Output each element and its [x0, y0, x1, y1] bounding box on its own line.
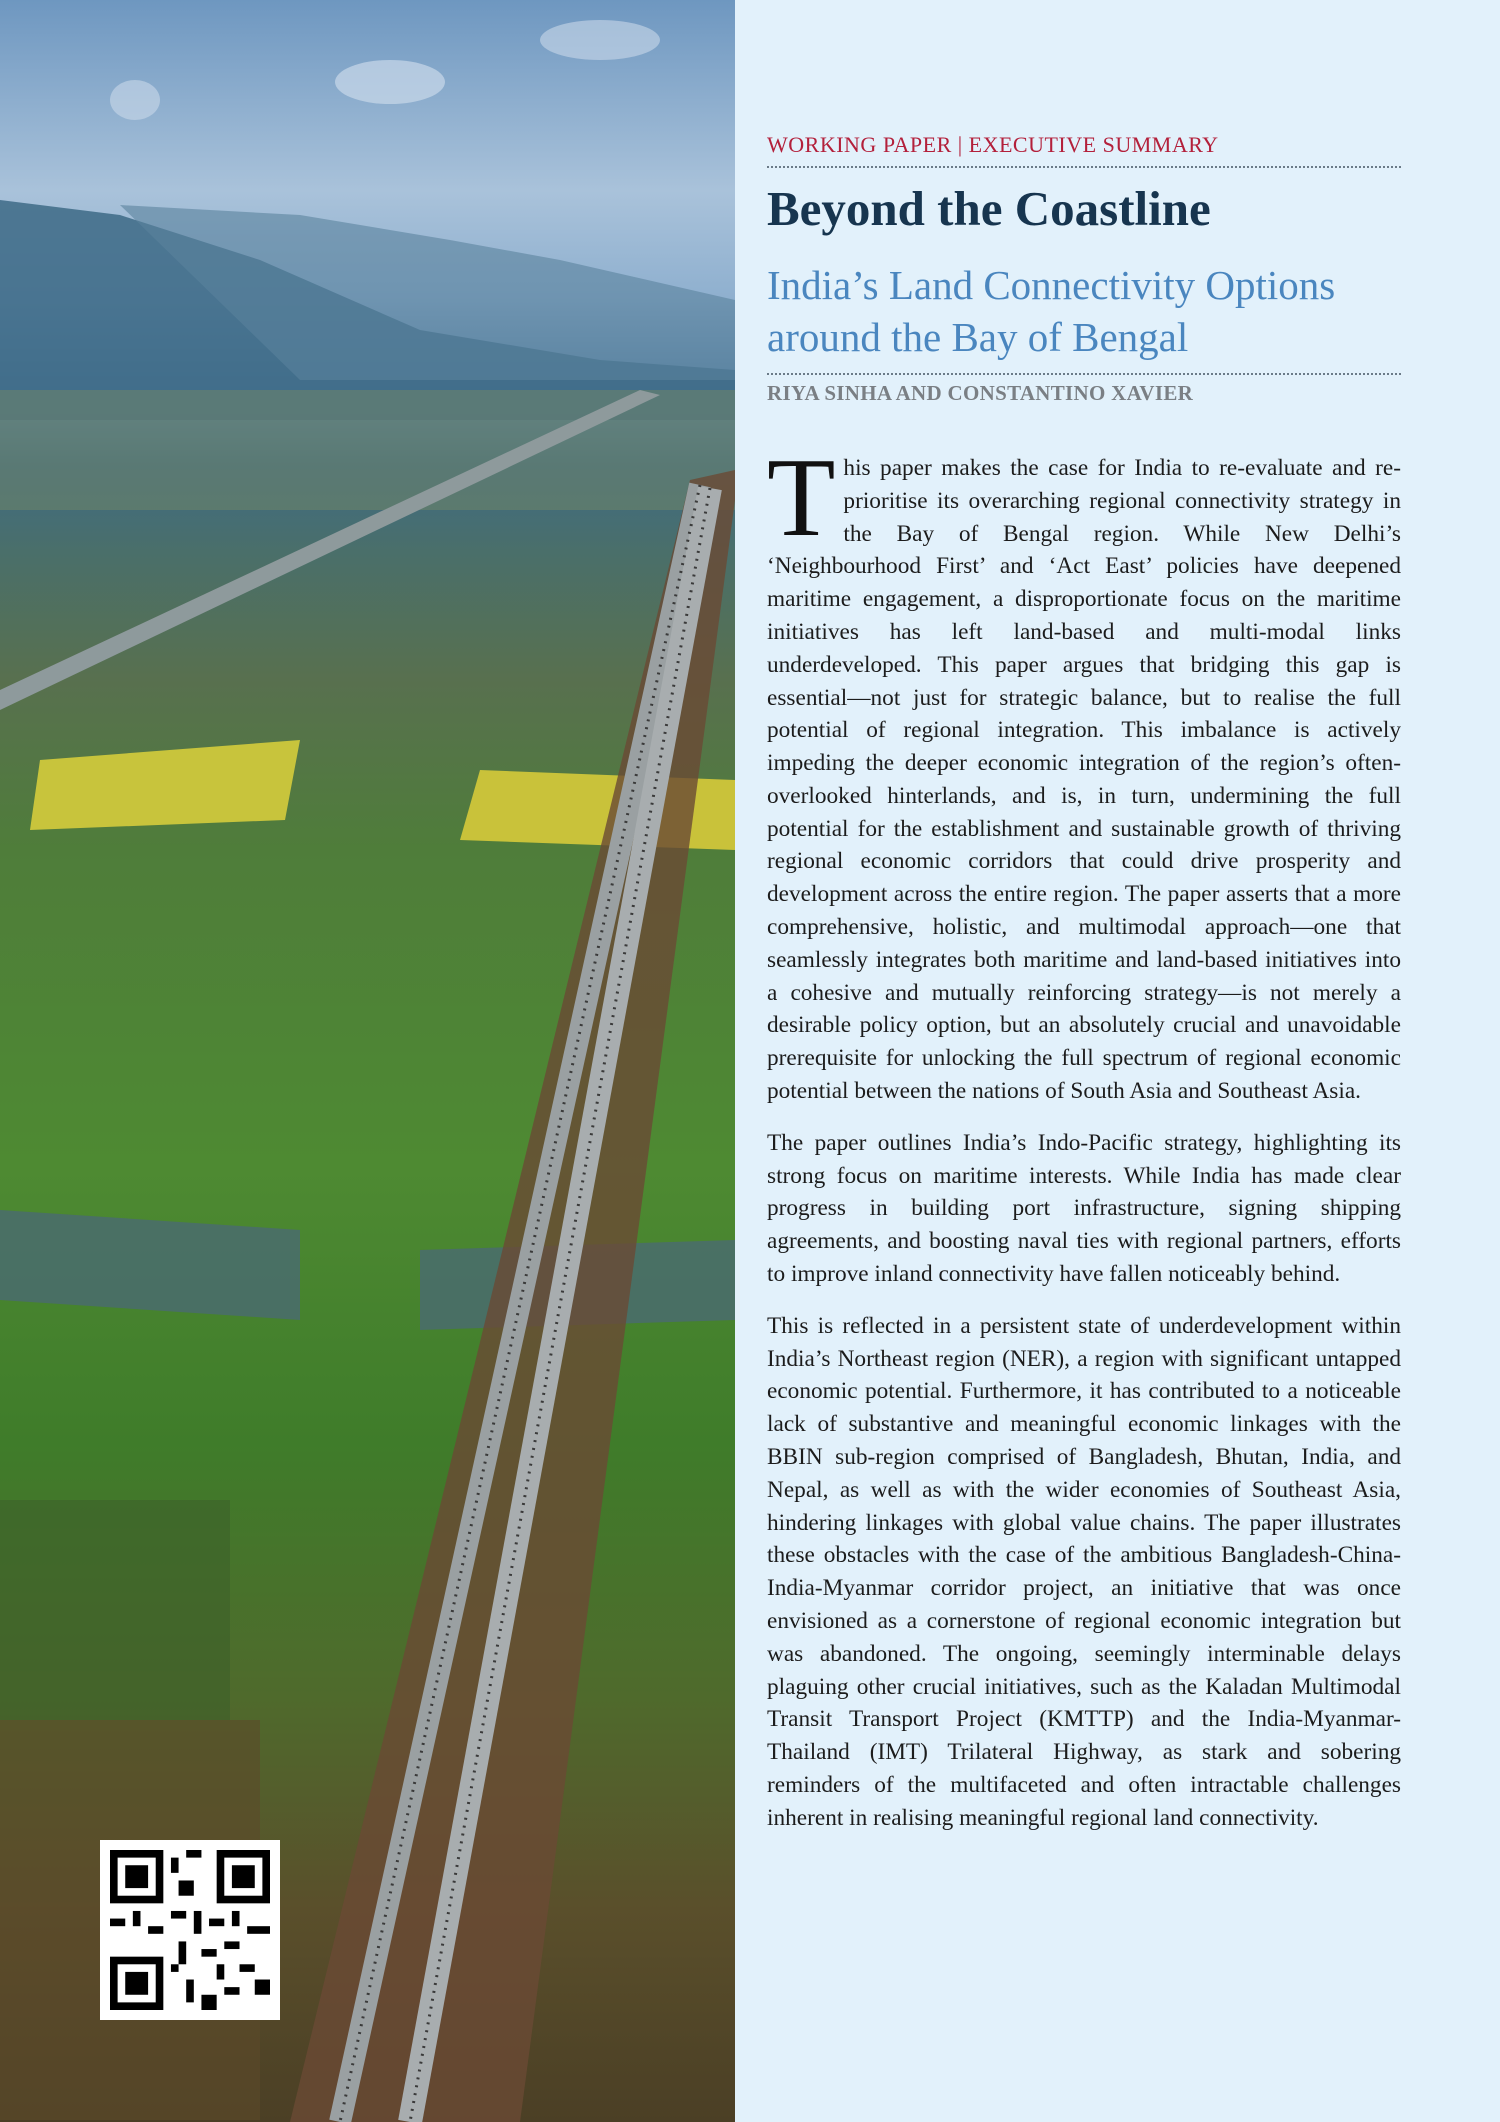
- summary-body: [767, 435, 1401, 1835]
- paragraph-1: [767, 435, 1401, 1108]
- page-title: Beyond the Coastline: [767, 181, 1211, 236]
- paragraph-2: The paper outlines India’s Indo-Pacific strategy, highlighting its strong focus on maritime interests. While India has made clear progress in building port infrastructure, signing shipping agreements, and boosting naval ties with regional partners, efforts to improve inland connectivity have fallen noticeably behind.: [767, 1129, 1401, 1288]
- authors: RIYA SINHA AND CONSTANTINO XAVIER: [767, 380, 1194, 405]
- page-subtitle: India’s Land Connectivity Options around the Bay of Bengal: [767, 259, 1401, 375]
- railway-landscape-illustration: [0, 0, 735, 2122]
- paragraph-3: This is reflected in a persistent state of underdevelopment within India’s Northeast region (NER), a region with significant untapped economic potential. Furthermore, it has contributed to a noticeable lack of substantive and meaningful economic linkages with the BBIN sub-region comprised of Bangladesh, Bhutan, India, and Nepal, as well as with the wider economies of Southeast Asia, hindering linkages with global value chains. The paper illustrates these obstacles with the case of the ambitious Bangladesh-China-India-Myanmar corridor project, an initiative that was once envisioned as a cornerstone of regional economic integration but was abandoned. The ongoing, seemingly interminable delays plaguing other crucial initiatives, such as the Kaladan Multimodal Transit Transport Project (KMTTP) and the India-Myanmar-Thailand (IMT) Trilateral Highway, as stark and sobering reminders of the multifaceted and often intractable challenges inherent in realising meaningful regional land connectivity.: [767, 1312, 1401, 1831]
- text-panel: [735, 0, 1500, 2122]
- section-kicker: WORKING PAPER | EXECUTIVE SUMMARY: [767, 132, 1401, 168]
- drop-cap: T: [767, 435, 836, 560]
- paragraph-1-text: his paper makes the case for India to re-evaluate and re-prioritise its overarching regional connectivity strategy in the Bay of Bengal region. While New Delhi’s ‘Neighbourhood First’ and ‘Act East’ policies have deepened maritime engagement, a disproportionate focus on the maritime initiatives has left land-based and multi-modal links underdeveloped. This paper argues that bridging this gap is essential—not just for strategic balance, but to realise the full potential of regional integration. This imbalance is actively impeding the deeper economic integration of the region’s often-overlooked hinterlands, and is, in turn, undermining the full potential for the establishment and sustainable growth of thriving regional economic corridors that could drive prosperity and development across the entire region. The paper asserts that a more comprehensive, holistic, and multimodal approach—one that seamlessly integrates both maritime and land-based initiatives into a cohesive and mutually reinforcing strategy—is not merely a desirable policy option, but an absolutely crucial and unavoidable prerequisite for unlocking the full spectrum of regional economic potential between the nations of South Asia and Southeast Asia.: [767, 454, 1401, 1105]
- cover-photo: [0, 0, 735, 2122]
- summary-content: [767, 132, 1401, 1854]
- qr-code[interactable]: [100, 1840, 280, 2020]
- qr-code-icon: [110, 1850, 270, 2010]
